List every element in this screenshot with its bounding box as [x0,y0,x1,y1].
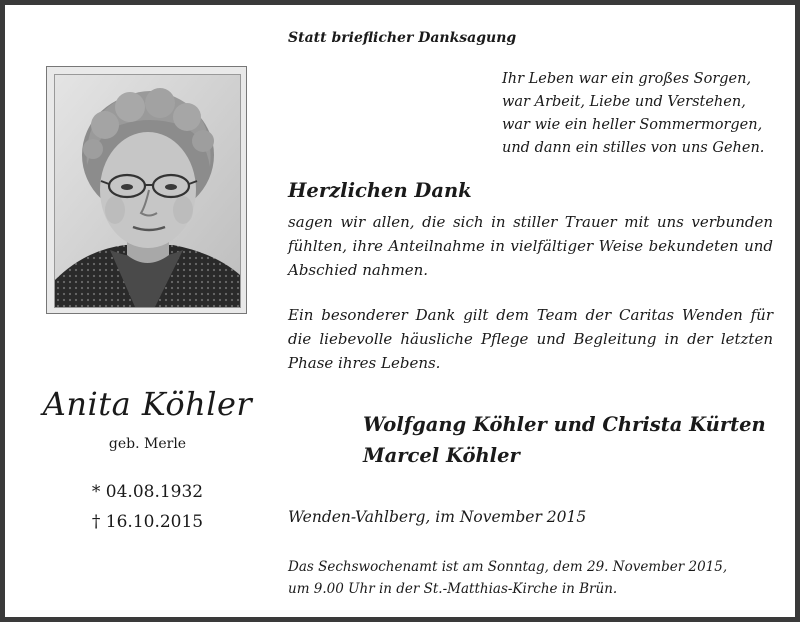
signers [363,409,766,471]
life-dates [5,477,290,537]
poem-line: war Arbeit, Liebe und Verstehen, [502,94,746,110]
service-note [288,556,788,600]
poem-line: Ihr Leben war ein großes Sorgen, [502,71,752,87]
signer-line: Wolfgang Köhler und Christa Kürten [363,413,766,436]
maiden-name: geb. Merle [108,436,187,452]
deceased-name: Anita Köhler [42,385,253,423]
caritas-paragraph: Ein besonderer Dank gilt dem Team der Caritas Wenden für die liebevolle häusliche Pflege und Begleitung in der letzten Phase ihres Lebens. [288,306,773,372]
signer-line: Marcel Köhler [363,444,520,467]
note-line: um 9.00 Uhr in der St.-Matthias-Kirche in Brün. [288,581,618,597]
poem-line: war wie ein heller Sommermorgen, [502,117,763,133]
poem-line: und dann ein stilles von uns Gehen. [502,140,765,156]
death-date: † 16.10.2015 [91,512,204,532]
portrait-frame [46,66,247,314]
thanks-heading: Herzlichen Dank [288,179,472,202]
header-title: Statt brieflicher Danksagung [288,30,517,46]
note-line: Das Sechswochenamt ist am Sonntag, dem 29. November 2015, [288,559,728,575]
location-date: Wenden-Vahlberg, im November 2015 [288,508,587,526]
portrait-photo [54,74,241,308]
portrait-illustration [55,75,240,307]
poem [502,68,792,160]
thanks-paragraph: sagen wir allen, die sich in stiller Trauer mit uns verbunden fühlten, ihre Anteilnahme in vielfältiger Weise bekundeten und Abschied nahmen. [288,213,773,279]
birth-date: * 04.08.1932 [91,482,204,502]
